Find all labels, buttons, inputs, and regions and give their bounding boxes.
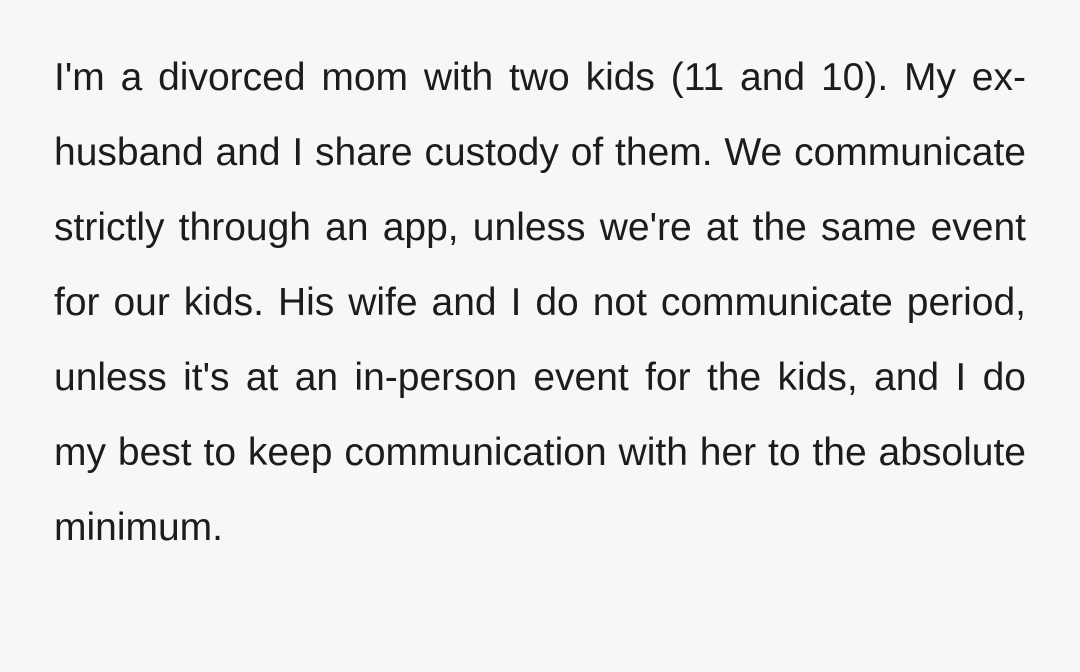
- story-paragraph: I'm a divorced mom with two kids (11 and 10). My ex-husband and I share custody of them. We communicate strictly through an app, unless we're at the same event for our kids. His wife and I do not communicate period, unless it's at an in-person event for the kids, and I do my best to keep communication with her to the absolute minimum.: [54, 56, 1026, 549]
